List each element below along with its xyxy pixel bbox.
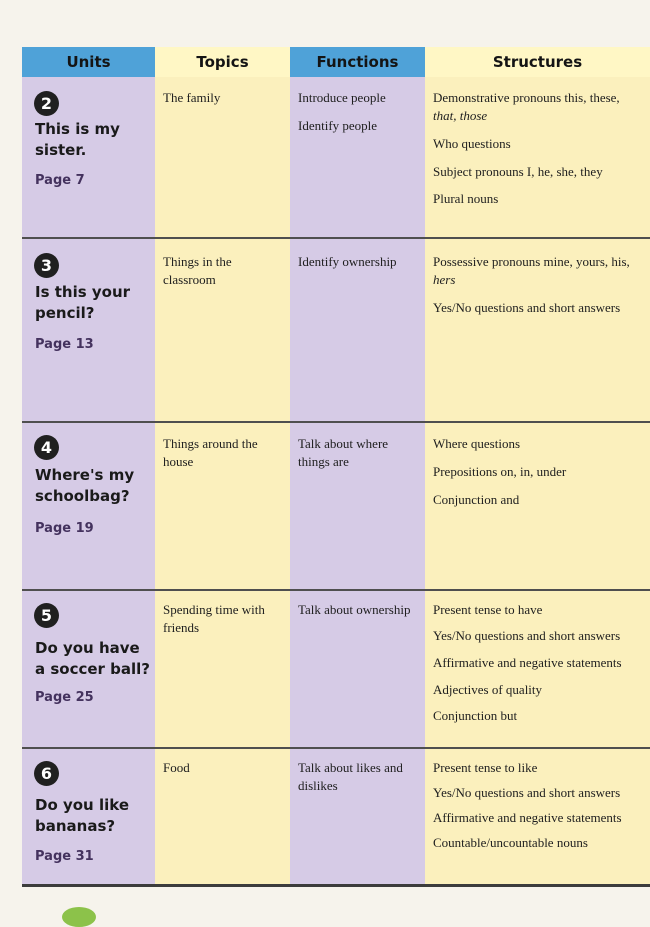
structure-text: Plural nouns <box>433 191 499 206</box>
unit-row-2 <box>22 77 650 237</box>
unit-row-5 <box>22 591 650 747</box>
contents-table <box>22 47 650 887</box>
unit-title-line: bananas? <box>35 817 116 835</box>
unit-title <box>35 119 153 161</box>
topic-line: The family <box>163 90 221 105</box>
topic-line: Things in the <box>163 254 232 269</box>
structure-line: Possessive pronouns mine, yours, his, <box>433 254 630 269</box>
unit-title-line: This is my <box>35 120 120 138</box>
structure-line: hers <box>433 272 456 287</box>
structure-text: Countable/uncountable nouns <box>433 835 588 850</box>
structure-text: Conjunction and <box>433 492 520 507</box>
unit-title <box>35 282 153 324</box>
structure-text <box>433 89 647 125</box>
topic-line: house <box>163 454 194 469</box>
unit-page-link[interactable]: Page 13 <box>35 337 94 352</box>
function-text <box>298 759 422 795</box>
unit-title-line: sister. <box>35 141 87 159</box>
unit-title <box>35 795 153 837</box>
structure-text: Affirmative and negative statements <box>433 810 622 825</box>
header-row <box>22 47 650 77</box>
unit-title-line: a soccer ball? <box>35 660 150 678</box>
topic-text <box>163 89 287 107</box>
unit-title-line: Do you have <box>35 639 140 657</box>
unit-row-6 <box>22 749 650 885</box>
topic-line: Spending time with <box>163 602 265 617</box>
unit-page-link[interactable]: Page 7 <box>35 173 85 188</box>
unit-row-3 <box>22 239 650 421</box>
unit-page-link[interactable]: Page 25 <box>35 690 94 705</box>
header-structures: Structures <box>425 47 650 77</box>
structure-text: Affirmative and negative statements <box>433 655 622 670</box>
topic-text <box>163 435 287 471</box>
function-text: Identify ownership <box>298 254 397 269</box>
structure-text: Present tense to like <box>433 760 538 775</box>
topic-line: classroom <box>163 272 216 287</box>
unit-title <box>35 465 153 507</box>
structure-text: Conjunction but <box>433 708 518 723</box>
page-number-badge-icon <box>62 907 96 927</box>
function-line: dislikes <box>298 778 338 793</box>
structure-text: Subject pronouns I, he, she, they <box>433 164 603 179</box>
unit-row-4 <box>22 423 650 589</box>
topic-text <box>163 601 287 637</box>
function-line: Talk about likes and <box>298 760 403 775</box>
function-line: Talk about where <box>298 436 389 451</box>
header-topics: Topics <box>155 47 290 77</box>
function-text: Introduce people <box>298 90 386 105</box>
structure-text: Prepositions on, in, under <box>433 464 567 479</box>
unit-number-badge: 5 <box>34 603 59 628</box>
topic-line: Things around the <box>163 436 258 451</box>
unit-title-line: Where's my <box>35 466 135 484</box>
structure-text: Yes/No questions and short answers <box>433 300 621 315</box>
structure-line: that, those <box>433 108 488 123</box>
structure-text <box>433 253 647 289</box>
unit-page-link[interactable]: Page 31 <box>35 849 94 864</box>
structure-line: Demonstrative pronouns this, these, <box>433 90 620 105</box>
topic-text <box>163 759 287 777</box>
function-line: things are <box>298 454 349 469</box>
header-functions: Functions <box>290 47 425 77</box>
unit-title-line: Is this your <box>35 283 131 301</box>
structure-text: Where questions <box>433 436 521 451</box>
structure-text: Yes/No questions and short answers <box>433 785 621 800</box>
unit-number-badge: 2 <box>34 91 59 116</box>
topic-line: Food <box>163 760 190 775</box>
unit-title-line: Do you like <box>35 796 129 814</box>
unit-number-badge: 4 <box>34 435 59 460</box>
unit-page-link[interactable]: Page 19 <box>35 521 94 536</box>
structure-text: Present tense to have <box>433 602 543 617</box>
topic-text <box>163 253 287 289</box>
unit-number-badge: 3 <box>34 253 59 278</box>
function-text: Talk about ownership <box>298 602 411 617</box>
unit-title-line: pencil? <box>35 304 95 322</box>
unit-number-badge: 6 <box>34 761 59 786</box>
unit-title-line: schoolbag? <box>35 487 130 505</box>
structure-text: Adjectives of quality <box>433 682 543 697</box>
topic-line: friends <box>163 620 200 635</box>
table-bottom-border <box>22 884 650 887</box>
structure-text: Who questions <box>433 136 511 151</box>
function-text: Identify people <box>298 118 378 133</box>
function-text <box>298 435 422 471</box>
structure-text: Yes/No questions and short answers <box>433 628 621 643</box>
header-units: Units <box>22 47 155 77</box>
unit-title <box>35 638 153 680</box>
